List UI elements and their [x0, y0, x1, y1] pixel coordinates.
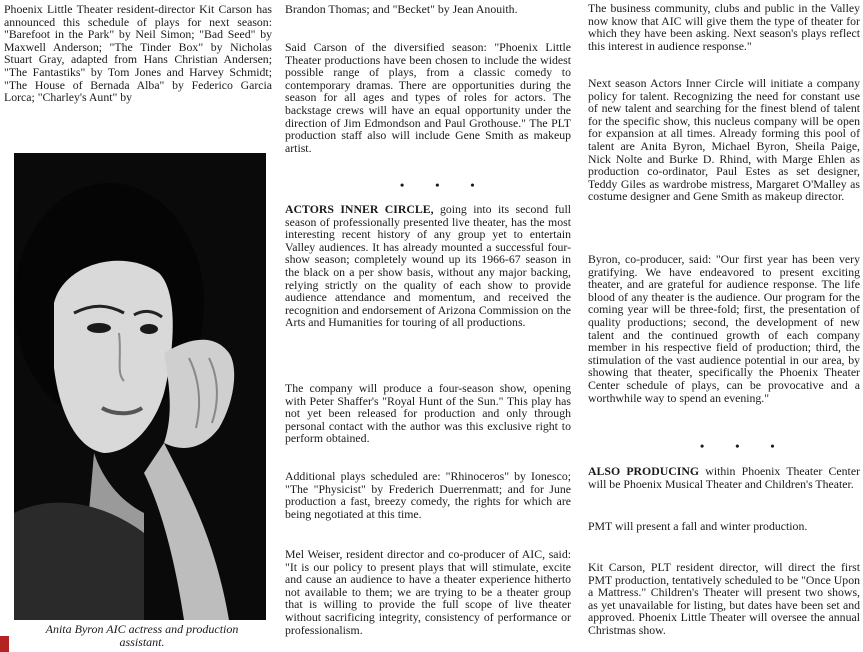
col3-p2: Next season Actors Inner Circle will initiate a company policy for talent. Recognizing the need for constant use of new talent and searching for the finest blend of talent for the specific show, this nucleus company will be open for expansion at all times. Already forming this pool of talent are Anita Byron, Michael Byron, Sheila Paige, Nick Nolte and Burke D. Rhind, with Marge Ehlen as production co-ordinator, Paul Estes as set designer, Teddy Giles as wardrobe mistress, Margaret O'Malley as costume designer and Gene Smith as makeup director.	[588, 76, 860, 204]
col2-p6: Mel Weiser, resident director and co-producer of AIC, said: "It is our policy to present plays that will stimulate, excite and cause an audience to have a theater experience hitherto not available to them; we are trying to be a theater group that is willing to provide the full scope of live theater without sacrificing integrity, consistency of performance or professionalism.	[285, 547, 571, 637]
col2-p4: The company will produce a four-season show, opening with Peter Shaffer's "Royal Hunt of the Sun." This play has not yet been released for production and only through personal contact with the author was this exclusive right to perform obtained.	[285, 381, 571, 446]
section-body-aic: going into its second full season of professionally presented live theater, has the most interesting recent history of any group yet to entertain Valley audiences. It has already mounted a successful four-show season; completely wound up its 1966-67 season in the black on a per show basis, without any major backing, relying strictly on the quality of each show to provide audience attendance and momentum, and received the recognition and endorsement of Arizona Commission on the Arts and Humanities for touring of all productions.	[285, 202, 571, 330]
photo-caption: Anita Byron AIC actress and production assistant.	[45, 622, 239, 649]
column-1	[4, 3, 272, 104]
col2-p3	[285, 203, 571, 329]
section-body-also: within Phoenix Theater Center will be Phoenix Musical Theater and Children's Theater.	[588, 464, 860, 491]
col3-p6: Kit Carson, PLT resident director, will direct the first PMT production, tentatively scheduled to be "Once Upon a Mattress." Children's Theater will present two shows, as yet unavailable for listing, but dates have been set and approved. Phoenix Little Theater will oversee the annual Christmas show.	[588, 560, 860, 637]
col3-p5: PMT will present a fall and winter production.	[588, 519, 808, 533]
section-separator-2: • • •	[700, 439, 789, 453]
section-head-also: ALSO PRODUCING	[588, 464, 700, 478]
col2-p1: Brandon Thomas; and "Becket" by Jean Anouith.	[285, 2, 518, 16]
scan-edge-mark	[0, 636, 9, 652]
col3-p3: Byron, co-producer, said: "Our first year has been very gratifying. We have endeavored to present exciting theater, and are grateful for audience response. The life blood of any theater is the audience. Our program for the coming year will be three-fold; first, the presentation of quality productions; second, the development of new talent and the continued growth of each company member in his respective field of production; third, the stimulation of the vast audience potential in our area, by showing that theater, specifically the Phoenix Theater Center schedule of plays, can be provocative and a worthwhile way to spend an evening."	[588, 252, 860, 405]
section-separator: • • •	[400, 178, 489, 192]
section-head-aic: ACTORS INNER CIRCLE,	[285, 202, 434, 216]
col3-p4	[588, 465, 860, 490]
portrait-image	[14, 153, 266, 620]
col2-p2: Said Carson of the diversified season: "Phoenix Little Theater productions have been chosen to include the widest possible range of plays, from a classic comedy to contemporary dramas. There are opportunities during the season for all ages and types of roles for actors. The backstage crews will have an equal opportunity under the direction of Jim Edmondson and Paul Grothouse." The PLT production staff also will include Gene Smith as makeup artist.	[285, 40, 571, 155]
actress-photo	[14, 153, 266, 620]
intro-paragraph: Phoenix Little Theater resident-director Kit Carson has announced this schedule of plays for next season: "Barefoot in the Park" by Neil Simon; "Bad Seed" by Maxwell Anderson; "The Tinder Box" by Nicholas Stuart Gray, adapted from Hans Christian Andersen; "The Fantastiks" by Tom Jones and Harvey Schmidt; "The House of Bernada Alba" by Federico Garcia Lorca; "Charley's Aunt" by	[4, 2, 272, 105]
col2-p5: Additional plays scheduled are: "Rhinoceros" by Ionesco; "The "Physicist" by Frederich Duerrenmatt; and for June production a fast, breezy comedy, the rights for which are being negotiated at this time.	[285, 469, 571, 521]
col3-p1: The business community, clubs and public in the Valley now know that AIC will give them the type of theater for which they have been asking. Next season's plays reflect this interest in audience response."	[588, 1, 860, 53]
